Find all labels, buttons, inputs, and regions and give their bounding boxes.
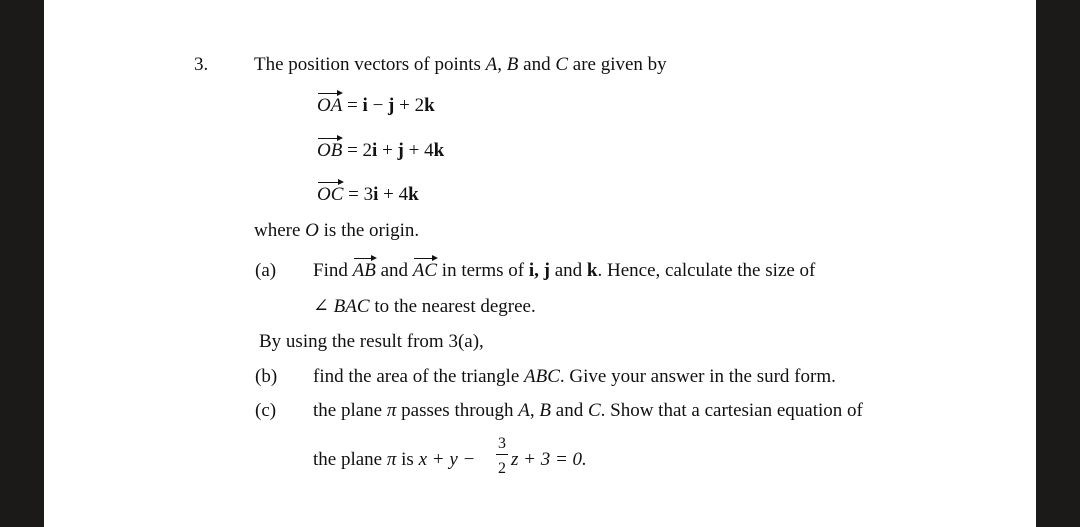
right-dark-border — [1036, 0, 1080, 527]
part-a-line1: Find AB and AC in terms of i, j and k. Hence, calculate the size of — [313, 260, 816, 281]
vector-oc: OC — [317, 184, 344, 205]
equation-lhs: x + y − — [418, 449, 476, 470]
part-b-label: (b) — [255, 366, 278, 387]
vector-oc-line: OC = 3i + 4k — [317, 184, 419, 205]
origin-line: where O is the origin. — [254, 220, 420, 241]
equation-rhs: z + 3 = 0. — [511, 449, 587, 470]
pi-symbol-2: π — [386, 449, 397, 470]
question-page — [44, 0, 1036, 527]
vector-oa: OA — [317, 95, 343, 116]
question-number: 3. — [194, 54, 209, 75]
part-a-label: (a) — [255, 260, 277, 281]
vector-ob: OB — [317, 140, 343, 161]
using-result-line: By using the result from 3(a), — [259, 331, 484, 352]
intro-line: The position vectors of points A, B and C are given by — [254, 54, 667, 75]
vector-ac: AC — [412, 260, 438, 281]
part-c-label: (c) — [255, 400, 277, 421]
vector-oa-line: OA = i − j + 2k — [317, 95, 435, 116]
fraction-denominator: 2 — [498, 460, 506, 477]
vector-ob-line: OB = 2i + j + 4k — [317, 140, 445, 161]
angle-icon: ∠ — [313, 296, 329, 317]
part-a-line2: ∠ BAC to the nearest degree. — [313, 296, 536, 317]
part-c-line2: the plane π is x + y − — [313, 449, 476, 470]
vector-ab: AB — [352, 260, 376, 281]
fraction-bar — [496, 454, 508, 455]
left-dark-border — [0, 0, 44, 527]
fraction-numerator: 3 — [498, 435, 506, 452]
part-b-line: find the area of the triangle ABC. Give your answer in the surd form. — [313, 366, 836, 387]
part-c-line1: the plane π passes through A, B and C. Show that a cartesian equation of — [313, 400, 863, 421]
pi-symbol: π — [386, 400, 397, 421]
